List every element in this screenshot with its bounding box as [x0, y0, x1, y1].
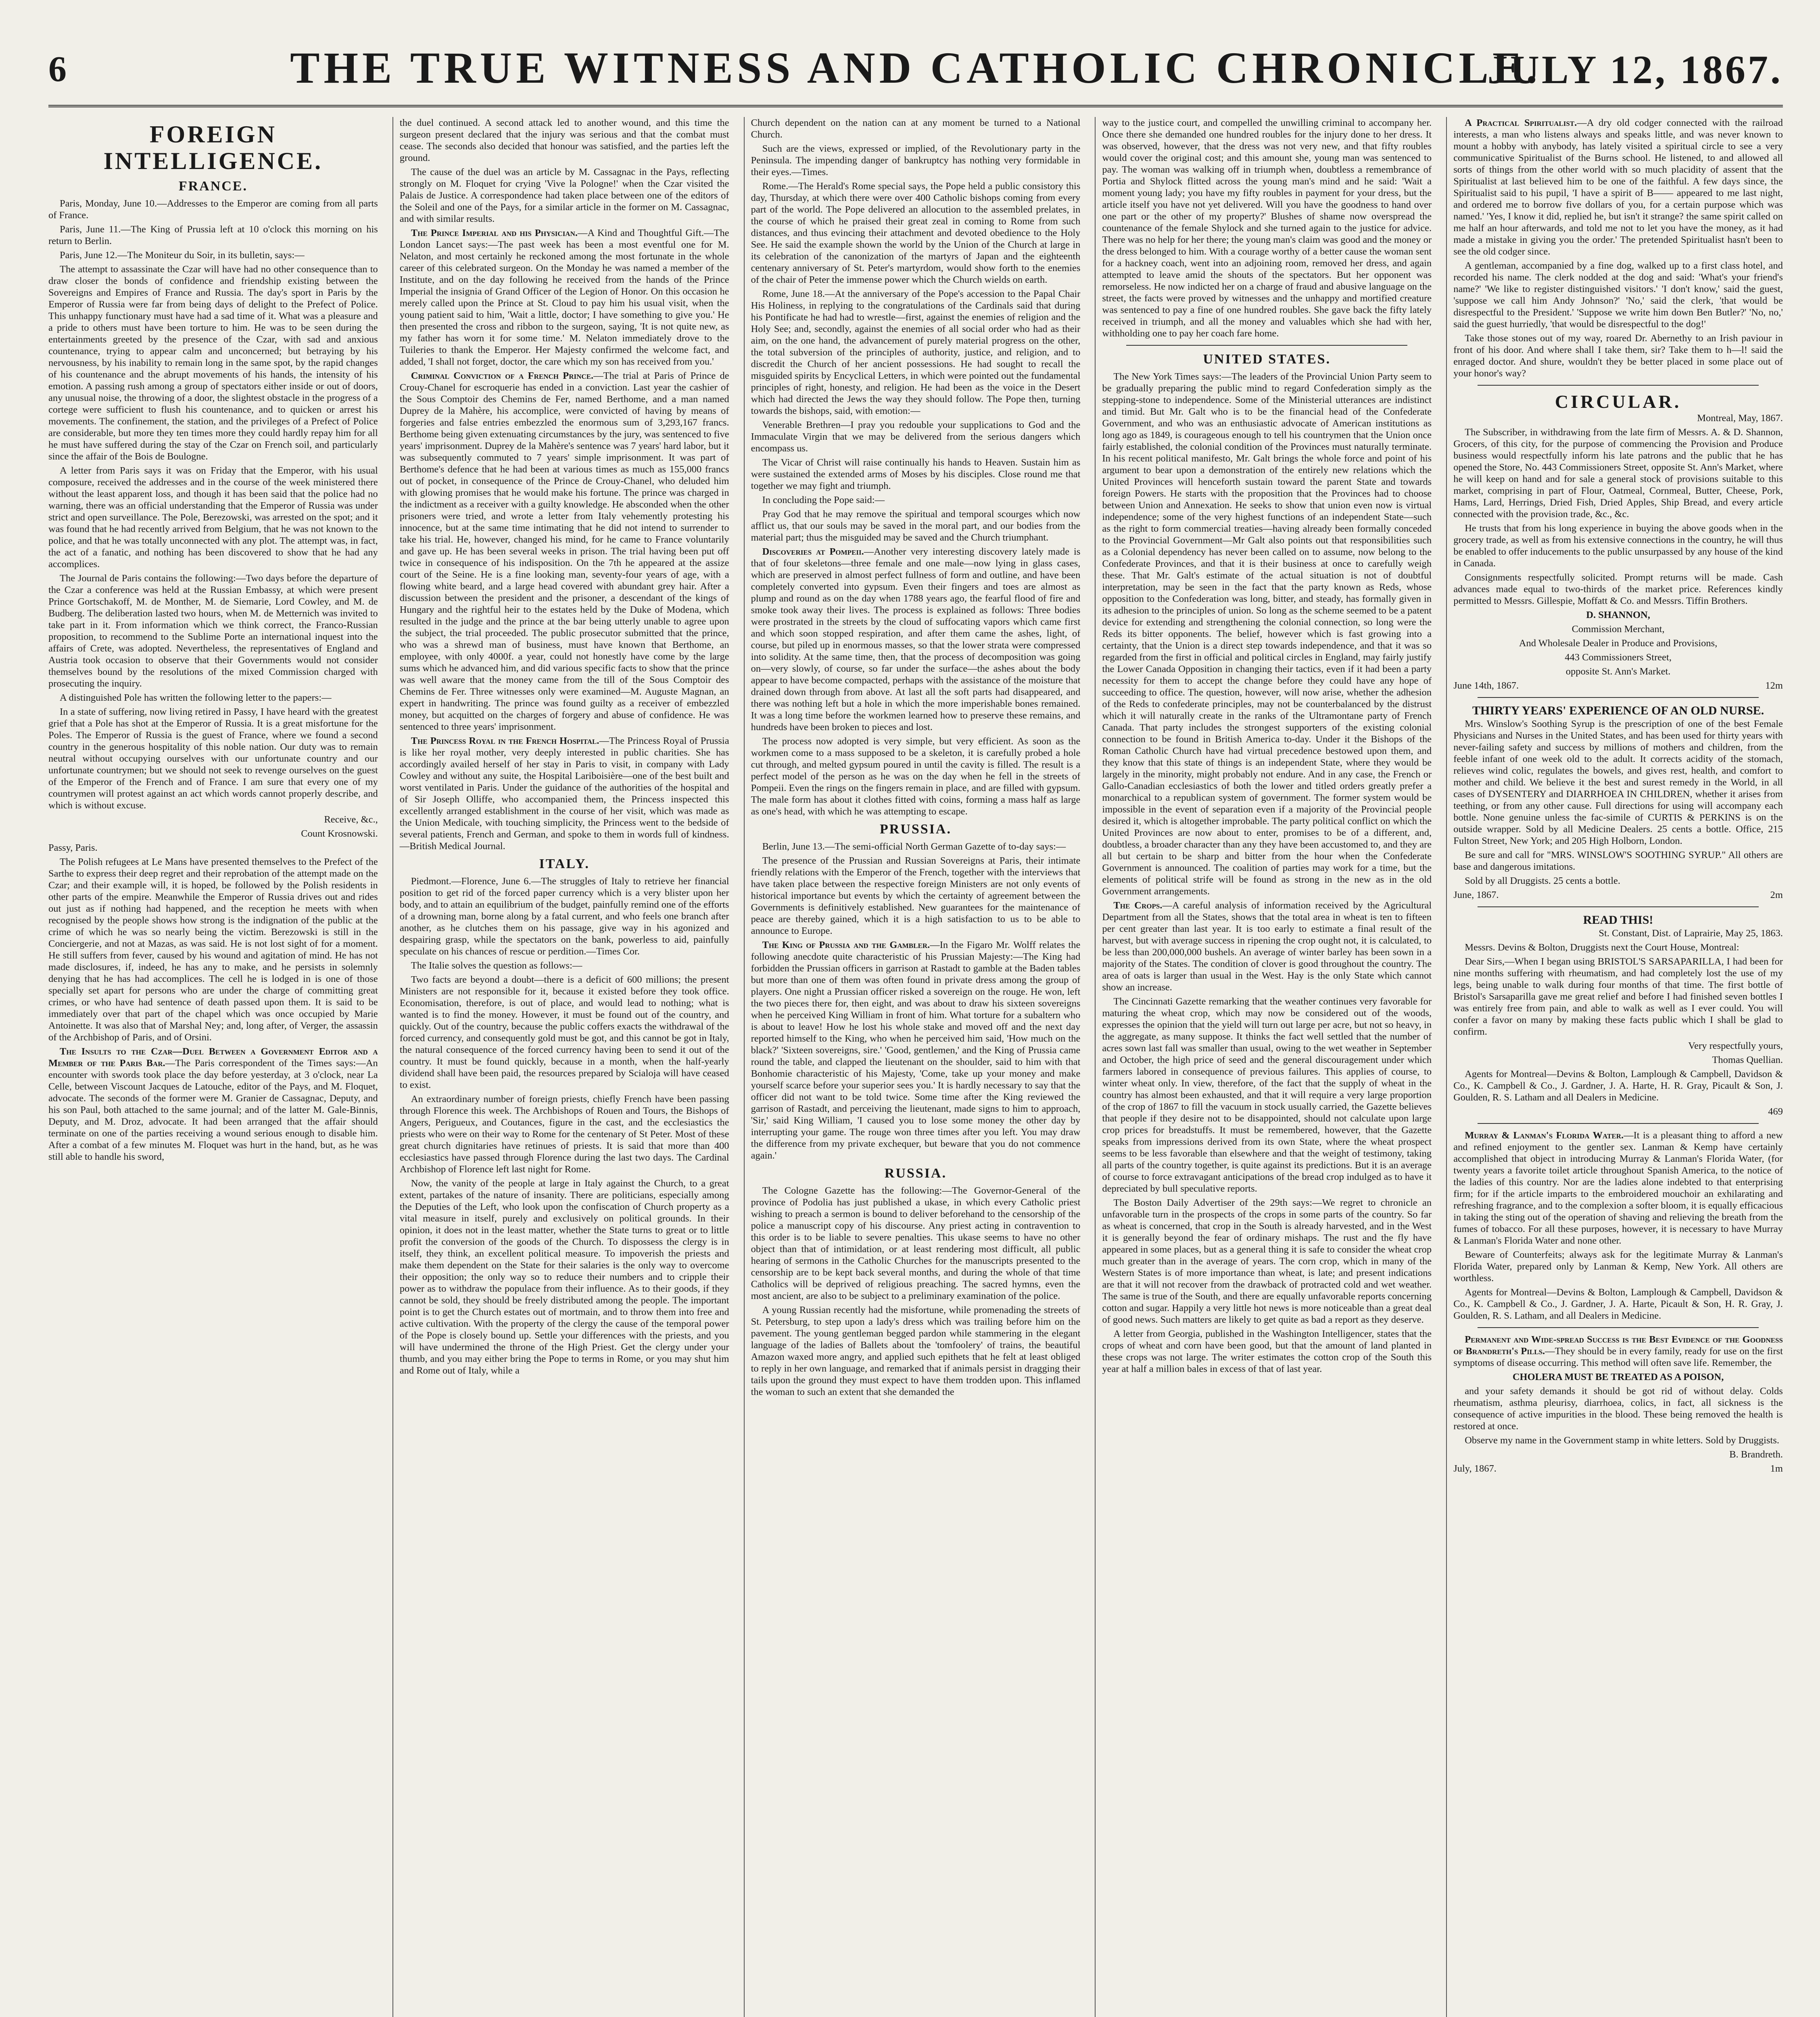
ad-signature: Very respectfully yours, — [1688, 1040, 1783, 1051]
paragraph — [1453, 117, 1783, 257]
advertisement-florida-water — [1453, 1130, 1783, 1322]
paragraph: Rome, June 18.—At the anniversary of the Pope's accession to the Papal Chair His Holiness, in replying to the congratulations of the Cardinals said that during his Pontificate he had had to wrestle—first, against the enemies of religion and the Holy See; and, secondly, against the enemies of all social order who had as their aim, on the one hand, the advancement of purely material progress on the other, the total subversion of the principles of authority, justice, and religion, and to discredit the Church of her ancient possessions. He had sought to recall the misguided spirits by Encyclical Letters, in which were pointed out the fundamental principles of right, honesty, and religion. He had been as the voice in the Desert which had directed the Jews the way they should follow. The Pope then, turning towards the bishops, said, with emotion:— — [751, 288, 1081, 416]
country-heading-russia: RUSSIA. — [884, 1166, 947, 1181]
paragraph: the duel continued. A second attack led to another wound, and this time the surgeon present declared that the injury was serious and that the combat must cease. The seconds also decided that honour was satisfied, and the parties left the ground. — [399, 117, 729, 163]
ad-date: June 14th, 1867. — [1453, 680, 1519, 691]
paragraph: The attempt to assassinate the Czar will have had no other consequence than to draw closer the bonds of confidence and friendship existing between the Sovereigns and Empires of France and Russia. The day's sport in Paris by the Emperor of Russia were far from being days of delight to the Prefect of Police. This unhappy functionary must have had a sad time of it. What was a pleasure and a pride to others must have been torture to him. He was to be seen during the entertainments greeted by the presence of the Czar, with sad and anxious countenance, trying to appear calm and unconcerned; but betraying by his nervousness, by his inability to remain long in the same spot, by the rapid changes of his countenance and the abrupt movements of his hands, the intensity of his emotion. A passing rush among a group of spectators either inside or out of doors, any unusual noise, the throwing of a door, the slightest obstacle in the progress of a cortege were sufficient to flush his countenance, and to quicken or arrest his movements. The confinement, the station, and the privileges of a Prefect of Police are considerable, but more they ten times more they could hardly repay him for all he must have suffered during the stay of the Czar on French soil, and particularly since the affair of the Bois de Boulogne. — [48, 264, 378, 462]
ad-text: Dear Sirs,—When I began using BRISTOL'S SARSAPARILLA, I had been for nine months suffering with rheumatism, and had completely lost the use of my legs, being unable to walk during four months of that time. The first bottle of Bristol's Sarsaparilla gave me great relief and before I had finished seven bottles I was entirely free from pain, and able to walk as well as I ever could. You will confer a favor on many by making these facts public which I shall be glad to confirm. — [1453, 956, 1783, 1037]
divider — [1126, 345, 1407, 346]
advertisement-circular — [1453, 391, 1783, 691]
paragraph: In a state of suffering, now living retired in Passy, I have heard with the greatest grief that a Pole has shot at the Emperor of Russia. It is a great misfortune for the Poles. The Emperor of Russia is the guest of France, where we found a second country in the generous hospitality of this noble nation. Our duty was to remain neutral without occupying ourselves with our unfortunate country and our unfortunate countrymen; but we should not seek to revenge ourselves on the guest of the Emperor of the French and of France. I am sure that every one of my countrymen will protest against an act which words cannot properly describe, and which is without excuse. — [48, 706, 378, 811]
ad-text — [1453, 1130, 1783, 1247]
ad-text: Consignments respectfully solicited. Prompt returns will be made. Cash advances made equal to two-thirds of the market price. References kindly permitted to Messrs. Gillespie, Moffatt & Co. and Messrs. Tiffin Brothers. — [1453, 572, 1783, 606]
divider — [1478, 1123, 1759, 1124]
ad-runin: Murray & Lanman's Florida Water. — [1465, 1130, 1624, 1141]
paragraph: Now, the vanity of the people at large in Italy against the Church, to a great extent, partakes of the nature of insanity. There are politicians, especially among the Deputies of the Left, who look upon the confiscation of Church property as a vital measure in itself, purely and exclusively on political grounds. In their opinion, it does not in the least matter, whether the State turns to great or to little profit the conversion of the goods of the Church. To dispossess the clergy is in itself, they think, an excellent political measure. To impoverish the priests and make them dependent on the State for their salaries is the only way to overcome their opposition; the only way so to reduce their numbers and to cripple their power as to withdraw the populace from their influence. As to their goods, if they cannot be sold, they should be freely distributed among the people. The important point is to get the Church estates out of mortmain, and to throw them into free and active cultivation. With the property of the clergy the cause of the temporal power of the Pope is closely bound up. Settle your differences with the priests, and you will have undermined the throne of the High Priest. Get the clergy under your thumb, and you may either bring the Pope to terms in Rome, or you may shut him and Rome out of Italy, while a — [399, 1178, 729, 1376]
country-heading-italy: ITALY. — [539, 856, 590, 871]
article-text: —Another very interesting discovery lately made is that of four skeletons—three female and one male—now lying in glass cases, which are preserved in almost perfect fullness of form and outline, and have been completely converted into gypsum. Even their fingers and toes are almost as plump and round as on the day when 1788 years ago, the fearful flood of fire and smoke took away their lives. The process is explained as follows: Three bodies were prostrated in the streets by the cloud of suffocating vapors which came first and which soon stopped respiration, and after them came the ashes, light, of course, but piled up in enormous masses, so that the lower strata were compressed into solidity. At the same time, then, that the process of decomposition was going on—very slowly, of course, so far under the surface—the ashes about the body appear to have become compacted, perhaps with the assistance of the moisture that drained down through from above. At last all the soft parts had disappeared, and there was nothing left but a hole in which the more imperishable bones remained. It was a long time before the workmen learned how to preserve these remains, and hundreds have been broken to pieces and lost. — [751, 546, 1081, 733]
column-4 — [1095, 117, 1432, 2017]
paragraph — [751, 546, 1081, 733]
paragraph: Such are the views, expressed or implied, of the Revolutionary party in the Peninsula. The impending danger of bankruptcy has nothing very formidable in their eyes.—Times. — [751, 143, 1081, 177]
paragraph: The Cincinnati Gazette remarking that the weather continues very favorable for maturing the wheat crop, which may now be considered out of the woods, expresses the opinion that the yield will turn out large per acre, but not so heavy, in the aggregate, as many suppose. It thinks the fact well settled that the number of acres sown last fall was smaller than usual, owing to the wet weather in September and October, the high price of seed and the general discouragement under which farmers labored in consequence of previous failures. This applies of course, to winter wheat only. In view, therefore, of the fact that the supply of wheat in the country has almost been exhausted, and that it will require a very large proportion of the crop of 1867 to fill the vacuum in stock usually carried, the Gazette believes that people if they desire not to be disappointed, should not calculate upon large crop prices for breadstuffs. It must be remembered, however, that the Gazette speaks from impressions derived from its own State, where the wheat prospect seems to be less favorable than elsewhere and that the weight of testimony, taking all parts of the country together, is quite against its predictions. But it is an average of course to force extravagant anticipations of the bread crop indulged as to have it depreciated by bull speculative reports. — [1102, 996, 1432, 1194]
paragraph: Venerable Brethren—I pray you redouble your supplications to God and the Immaculate Virgin that we may be delivered from the serious dangers which encompass us. — [751, 420, 1081, 454]
country-heading-prussia: PRUSSIA. — [880, 822, 952, 837]
ad-text: Be sure and call for "MRS. WINSLOW'S SOOTHING SYRUP." All others are base and dangerous imitations. — [1453, 850, 1783, 872]
ad-code: 2m — [1770, 889, 1783, 900]
ad-signature: Thomas Quellian. — [1712, 1054, 1783, 1065]
paragraph: Two facts are beyond a doubt—there is a deficit of 600 millions; the present Ministers are not responsible for it, because it existed before they took office. Economisation, therefore, is out of place, and would lead to nothing; what is wanted is to find the money. However, it must be found out of the country, and quickly. Out of the country, because the public coffers exacts the withdrawal of the forced currency, and consequently gold must be got, and this cannot be got in Italy, the natural consequence of the forced currency having been to send it out of the country. It must be found quickly, because in a month, when the half-yearly dividend shall have been paid, the resources prepared by Scialoja will have ceased to exist. — [399, 974, 729, 1090]
article-runin: Discoveries at Pompeii. — [762, 546, 864, 557]
divider — [1478, 906, 1759, 907]
ad-signature: 443 Commissioners Street, — [1565, 652, 1672, 663]
paragraph — [400, 227, 729, 367]
ad-runin: Permanent and Wide-spread Success is the Best Evidence of the Goodness of Brandreth's Pills. — [1453, 1334, 1783, 1357]
ad-caps-line: CHOLERA MUST BE TREATED AS A POISON, — [1512, 1372, 1724, 1382]
paragraph — [1102, 900, 1432, 993]
paragraph: Church dependent on the nation can at any moment be turned to a National Church. — [751, 117, 1081, 140]
paragraph — [400, 370, 729, 733]
paragraph: Paris, June 12.—The Moniteur du Soir, in its bulletin, says:— — [60, 250, 305, 261]
paragraph: The Italie solves the question as follows:— — [411, 960, 582, 971]
paragraph: Pray God that he may remove the spiritual and temporal scourges which now afflict us, that our souls may be saved in the moral part, and our bodies from the material part; thus the misguided may be saved and the Church triumphant. — [751, 509, 1081, 543]
paragraph: In concluding the Pope said:— — [762, 495, 885, 505]
divider — [1478, 697, 1759, 698]
ad-date: June, 1867. — [1453, 889, 1499, 900]
issue-date: JULY 12, 1867. — [1487, 47, 1783, 92]
paragraph: A letter from Georgia, published in the Washington Intelligencer, states that the crops of wheat and corn have been good, but that the amount of land planted in these crops was not large. The writer estimates the cotton crop of the South this year at half a million bales in excess of that of last year. — [1102, 1328, 1432, 1374]
article-runin: A Practical Spiritualist. — [1465, 117, 1577, 128]
letter-signature: Count Krosnowski. — [301, 828, 378, 839]
ad-signature: opposite St. Ann's Market. — [1565, 666, 1671, 677]
ad-heading: READ THIS! — [1583, 913, 1653, 927]
column-3 — [744, 117, 1081, 2017]
paragraph: way to the justice court, and compelled the unwilling criminal to accompany her. Once there she demanded one hundred roubles for the injury done to her dress. It was observed, however, that the dress was not very new, and that fifty roubles would cover the original cost; and this amount she, young man was sentenced to pay. The woman was walking off in triumph when, doubtless a remembrance of Portia and Shylock flitted across the young man's mind and he said: 'Wait a moment young lady; you have my fifty roubles in payment for your dress, but the article itself you have not yet delivered. Will you have the goodness to hand over one part or the other of my property?' Blushes of shame now overspread the countenance of the female Shylock and she turned again to the justice for advice. There was no help for her there; the young man's claim was good and the money or the dress belonged to him. With a courage worthy of a better cause the woman sent for a hackney coach, went into an adjoining room, removed her dress, and again attempted to leave amid the shouts of the spectators. But her opponent was remorseless. He now indicted her on a charge of fraud and abusive language on the street, the facts were proved by witnesses and the unhappy and mortified creature was sentenced to pay a fine of one hundred roubles. She gave back the fifty lately received in triumph, and all the money and valuables which she had with her, withholding one to pay her coach fare home. — [1102, 117, 1432, 339]
paragraph: The Cologne Gazette has the following:—The Governor-General of the province of Podolia has just published a ukase, in which every Catholic priest wishing to preach a sermon is bound to deliver beforehand to the censorship of the police a manuscript copy of his discourse. Any priest acting in contravention to this order is to be liable to severe penalties. This ukase seems to have no other object than that of intimidation, or at least rendering most difficult, all public hearing of sermons in the Catholic Churches for the manuscripts presented to the censorship are to be kept back several months, and during the whole of that time Catholics will be deprived of religious preaching. The sacred hymns, even the most ancient, are also to be subject to a preliminary examination of the police. — [751, 1185, 1081, 1301]
section-heading: FOREIGN INTELLIGENCE. — [103, 121, 323, 174]
ad-text: Beware of Counterfeits; always ask for the legitimate Murray & Lanman's Florida Water, prepared only by Lanman & Kemp, New York. All others are worthless. — [1453, 1249, 1783, 1284]
country-heading-united-states: UNITED STATES. — [1203, 352, 1331, 367]
paragraph: A distinguished Pole has written the following letter to the papers:— — [60, 692, 332, 703]
paragraph: A gentleman, accompanied by a fine dog, walked up to a first class hotel, and recorded his name. The clerk nodded at the dog and said: 'What's your friend's name?' 'We like to register distinguished visitors.' 'I don't know,' said the guest, 'suppose we call him Andy Johnson?' 'No,' said the clerk, 'that would be disrespectful to the President.' 'Suppose we write him down Ben Butler?' 'No, no,' said the guest hurriedly, 'that would be disrespectful to the dog!' — [1453, 260, 1783, 330]
ad-text: and your safety demands it should be got rid of without delay. Colds rheumatism, asthma pleurisy, diarrhoea, colics, in fact, all sickness is the consequence of active impurities in the blood. These being removed the health is restored at once. — [1453, 1386, 1783, 1432]
article-runin: The Prince Imperial and his Physician. — [411, 228, 578, 238]
paragraph: The process now adopted is very simple, but very efficient. As soon as the workmen come to a mass supposed to be a skeleton, it is carefully probed a hole cut through, and melted gypsum poured in until the cavity is filled. The result is a perfect model of the person as he was on the day when he fell in the streets of Pompeii. Even the rings on the fingers remain in place, and are filled with gypsum. The male form has about it clothes fitted with coins, forming a mass half as large as one's head, with which he was attempting to escape. — [751, 736, 1081, 817]
article-runin: The Crops. — [1113, 900, 1163, 911]
ad-dateline — [1453, 889, 1783, 901]
paragraph: The New York Times says:—The leaders of the Provincial Union Party seem to be gradually preparing the public mind to regard Confederation simply as the stepping-stone to independence. Some of the Ministerial utterances are indistinct and timid. But Mr. Galt who is to be the financial head of the Confederate Government, and who was an enthusiastic advocate of American institutions as long ago as 1849, is courageous enough to tell his countrymen that the Union once fairly established, the colonial condition of the Provinces must naturally terminate. In his recent political manifesto, Mr. Galt brings the whole force and point of his argument to bear upon a demonstration of the entirely new relations which the United Provinces will henceforth sustain toward the parent State and towards foreign Powers. He starts with the proposition that the Provinces had to choose between Union and Annexation. He seeks to show that union even now is virtual independence; some of the very highest functions of an independent State—such as the right to form commercial treaties—having already been formally conceded to the Provincial Government—Mr Galt also points out that responsibilities such as a Colonial dependency has never been called on to assume, now belong to the Confederate Provinces, and that it is their business at once to carefully weigh these. That Mr. Galt's estimate of the actual situation is not of doubtful interpretation, may be seen in the fact that the party known as Reds, whose opposition to the Confederation was long, bitter, and steady, has formally given in its adhesion to the principles of union. So long as the scheme seemed to be a patent device for extending and strengthening the colonial connection, so long were the Reds its bitter opponents. The belief, however which is fast growing into a certainty, that the Union is a direct step towards independence, and that it was so regarded from the first in official and political circles in England, may fairly justify the Lower Canada Opposition in changing their tactics, even if it had been a party necessity for them to accept the change before they could have any hope of succeeding to office. The question, however, will now arise, whether the adhesion of the Reds to confederate principles, may not be counterbalanced by the distrust which it will naturally create in the ranks of the Ultramontane party of French Canada. That party includes the strongest supporters of the existing colonial connection to be found in British America to-day. Under it the Bishops of the Roman Catholic Church have had virtual precedence bestowed upon them, and they know that this state of things is an independent State, where they would be largely in the minority, might probably not endure. And in any case, the French or Gallo-Canadian ecclesiastics of both the lower and titled orders greatly prefer a monarchical to a republican system of government. The former system would be impossible in the event of separation even if a majority of the Provincial people desired it, which is altogether improbable. The party political conflict on which the United Provinces are now about to enter, promises to be of a different, and, doubtless, a broader character than any they have been accustomed to, and they are all but certain to be sharp and bitter from the hour when the Confederate Government is announced. The coalition of parties may work for a time, but the elements of political strife will be found as strong in the new as in the old Government arrangements. — [1102, 371, 1432, 897]
paragraph: The cause of the duel was an article by M. Cassagnac in the Pays, reflecting strongly on M. Floquet for crying 'Vive la Pologne!' when the Czar visited the Palais de Justice. A correspondence had taken place between one of the editors of the Soleil and one of the Pays, for a similar article in the former on M. Cassagnac, and with similar results. — [399, 167, 729, 224]
ad-signature: Commission Merchant, — [1572, 624, 1665, 635]
ad-code: 1m — [1770, 1463, 1783, 1474]
article-text: —A Kind and Thoughtful Gift.—The London Lancet says:—The past week has been a most eventful one for M. Nelaton, and most certainly he reckoned among the most fortunate in the whole career of this celebrated surgeon. On the Monday he was named a member of the Institute, and on the day following he received from the hands of the Prince Imperial the insignia of Grand Officer of the Legion of Honor. On this occasion he merely called upon the Prince at St. Cloud to pay him his usual visit, when the young patient said to him, 'Wait a little, doctor; I have something to give you.' He then presented the cross and ribbon to the surgeon, saying, 'It is not quite new, as my father has worn it for some time.' M. Nelaton immediately drove to the Tuileries to thank the Emperor. Her Majesty confirmed the welcome fact, and added, 'I shall not forget, doctor, the care which my son has received from you.' — [399, 228, 729, 367]
ad-signature: B. Brandreth. — [1729, 1449, 1783, 1460]
paragraph: Take those stones out of my way, roared Dr. Abernethy to an Irish paviour in front of his door. And where shall I take them, sir? Take them to h—l! said the enraged doctor. And shure, wouldn't they be better placed in some place out of your honor's way? — [1453, 333, 1783, 379]
letter-place: Passy, Paris. — [48, 842, 98, 853]
article-text: —A dry old codger connected with the railroad interests, a man who listens always and speaks little, and was never known to mount a hobby with anybody, has lately visited a spiritual circle to see a very communicative Spiritualist of the Burns school. He listened, to and allowed all sorts of things from the other world with so much placidity of assent that the Spiritualist at last believed him to be one of the faithful. A few days since, the Spiritualist said to his pupil, 'I have a spirit of B—— appeared to me last night, and ordered me to borrow five dollars of you, for a certain purpose which was named.' 'Yes, I know it did, replied he, but isn't it strange? the same spirit called on me half an hour afterwards, and told me not to let you have the money, as it had made a mistake in giving you the order.' The pretended Spiritualist hasn't been to see the old codger since. — [1453, 117, 1783, 257]
ad-text — [1453, 1334, 1783, 1369]
divider — [1478, 1327, 1759, 1328]
paragraph: A letter from Paris says it was on Friday that the Emperor, with his usual composure, received the addresses and in the course of the week ministered there without the least apparent loss, and though it has been said that the police had no warning, there was an official understanding that the Emperor of Russia was under strict and open surveillance. The Pole, Berezowski, was arrested on the spot; and it was found that he had recently arrived from Belgium, that he was not known to the police, and that he was totally unconnected with any plot. The attempt was, in fact, the act of a fanatic, and nothing has been discovered to show that he had any accomplices. — [48, 465, 378, 570]
column-5 — [1446, 117, 1783, 2017]
ad-text: He trusts that from his long experience in buying the above goods when in the grocery trade, as well as from his extensive connections in the country, he will thus be enabled to offer inducements to the public unsurpassed by any house of the kind in Canada. — [1453, 523, 1783, 569]
ad-text: Observe my name in the Government stamp in white letters. Sold by Druggists. — [1465, 1435, 1779, 1446]
paragraph: Paris, Monday, June 10.—Addresses to the Emperor are coming from all parts of France. — [48, 198, 378, 221]
ad-text: Sold by all Druggists. 25 cents a bottle. — [1465, 875, 1621, 886]
ad-code: 12m — [1765, 680, 1783, 691]
ad-dateline: Montreal, May, 1867. — [1697, 413, 1783, 424]
ad-text: Mrs. Winslow's Soothing Syrup is the prescription of one of the best Female Physicians and Nurses in the United States, and has been used for thirty years with never-failing safety and success by millions of mothers and children, from the feeble infant of one week old to the adult. It corrects acidity of the stomach, relieves wind colic, regulates the bowels, and gives rest, health, and comfort to mother and child. We believe it the best and surest remedy in the World, in all cases of DYSENTERY and DIARRHOEA IN CHILDREN, whether it arises from teething, or from any other cause. Full directions for using will accompany each bottle. None genuine unless the fac-simile of CURTIS & PERKINS is on the outside wrapper. Sold by all Medicine Dealers. 25 cents a bottle. Office, 215 Fulton Street, New York; and 205 High Holborn, London. — [1453, 718, 1783, 846]
columns — [48, 117, 1783, 2017]
ad-dateline: St. Constant, Dist. of Laprairie, May 25, 1863. — [1599, 928, 1783, 939]
ad-text-body: —They should be in every family, ready for use on the first symptoms of disease occurring. This method will often save life. Remember, the — [1453, 1346, 1783, 1368]
paragraph: Berlin, June 13.—The semi-official North German Gazette of to-day says:— — [762, 841, 1066, 852]
article-text: —The Princess Royal of Prussia is like her royal mother, very deeply interested in public charities. She has accordingly availed herself of her stay in Paris to visit, in company with Lady Cowley and without any suite, the Hospital Lariboisière—one of the best built and worst ventilated in Paris. Under the guidance of the authorities of the hospital and of Sir Joseph Olliffe, who accompanied them, the Princess inspected this excellently arranged establishment in the course of her visit, which was made as the Union Medicale, with touching simplicity, the Princess went to the bedside of several patients, French and German, and spoke to them in words full of kindness.—British Medical Journal. — [399, 735, 729, 852]
paragraph: An extraordinary number of foreign priests, chiefly French have been passing through Florence this week. The Archbishops of Rouen and Tours, the Bishops of Angers, Perigueux, and Coutances, figure in the cast, and the ecclesiastics the priests who were on their way to Rome for the centenary of St Peter. Most of these great church dignitaries have retinues of priests. It is said that more than 400 ecclesiastics have passed through Florence during the last two days. The Cardinal Archbishop of Florence left last night for Rome. — [399, 1094, 729, 1175]
ad-text: Agents for Montreal—Devins & Bolton, Lamplough & Campbell, Davidson & Co., K. Campbell & Co., J. Gardner, J. A. Harte, Picault & Son, H. R. Gray, J. Goulden, R. S. Latham, and all Dealers in Medicine. — [1453, 1287, 1783, 1321]
paragraph — [751, 939, 1081, 1161]
article-runin: The King of Prussia and the Gambler. — [762, 940, 930, 950]
paragraph: The Boston Daily Advertiser of the 29th says:—We regret to chronicle an unfavorable turn in the prospects of the crops in some parts of the country. So far as wheat is concerned, that crop in the South is already harvested, and in the West it is generally beyond the fear of ordinary mishaps. The rust and the fly have appeared in some places, but as a general thing it is safe to consider the wheat crop much greater than in the average of years. The corn crop, which in many of the Western States is of more importance than wheat, is late; and present indications are that it will not recover from the drawback of protracted cold and wet weather. The same is true of the South, and there are equally unfavorable reports concerning cotton and sugar. Happily a very little hot news is more noticeable than a great deal of good news. Such matters are likely to get quite as bad a report as they deserve. — [1102, 1197, 1432, 1325]
ad-code: 469 — [1768, 1106, 1783, 1117]
column-1 — [48, 117, 378, 2017]
paragraph: The Journal de Paris contains the following:—Two days before the departure of the Czar a conference was held at the Russian Embassy, at which were present Prince Gortschakoff, M. de Monther, M. de Siemarie, Lord Cowley, and M. de Budberg. The deliberation lasted two hours, when M. de Metternich was invited to take part in it. From information which we think correct, the Franco-Russian proposition, to recommend to the Sublime Porte an international inquest into the affairs of Crete, was adopted. Nevertheless, the representatives of England and Austria took occasion to observe that their Governments would not consider themselves bound by the resolutions of the mixed Commission charged with prosecuting the inquiry. — [48, 573, 378, 689]
masthead — [48, 24, 1783, 107]
ad-dateline — [1453, 1463, 1783, 1474]
advertisement-read-this — [1453, 913, 1783, 1117]
paragraph: Rome.—The Herald's Rome special says, the Pope held a public consistory this day, Thursday, at which there were over 400 Catholic bishops coming from every part of the world. The Pope delivered an allocution to the assembled prelates, in the course of which he praised their great zeal in coming to Rome from such distances, and thus evincing their attachment and devoted obedience to the Holy See. He said the example shown the world by the Union of the Church at large in its celebration of the canonization of the martyrs of Japan and the eighteenth centenary anniversary of St. Peter's martyrdom, would show forth to the enemies of the chair of Peter the immense power which the Church wields on earth. — [751, 181, 1081, 285]
paragraph — [400, 735, 729, 852]
ad-text: The Subscriber, in withdrawing from the late firm of Messrs. A. & D. Shannon, Grocers, of this city, for the purpose of commencing the Provision and Produce business would respectfully inform his late patrons and the public that he has opened the Store, No. 443 Commissioners Street, opposite St. Ann's Market, where he will keep on hand and for sale a general stock of provisions suitable to this market, comprising in part of Flour, Oatmeal, Cornmeal, Butter, Cheese, Pork, Hams, Lard, Herrings, Dried Fish, Dried Apples, Ship Bread, and every article connected with the provision trade, &c., &c. — [1453, 427, 1783, 520]
ad-text: Messrs. Devins & Bolton, Druggists next the Court House, Montreal: — [1465, 942, 1739, 953]
article-text: —The trial at Paris of Prince de Crouy-Chanel for escroquerie has ended in a conviction. Last year the cashier of the Sous Comptoir des Chemins de Fer, named Berthome, and a man named Duprey de la Mahère, his accomplice, were convicted of having by means of forgeries and false entries embezzled the enormous sum of 3,293,167 francs. Berthome being given extenuating circumstances by the jury, was sentenced to five years' imprisonment. Duprey de la Mahère's sentence was 7 years' hard labor, but it was subsequently commuted to 7 years' simple imprisonment. It was part of Berthome's defence that he had been at various times as much as 155,000 francs out of pocket, in consequence of the Prince de Crouy-Chanel, who deluded him with glowing promises that he would make his fortune. The prince was charged in the indictment as a receiver with a guilty knowledge. He absconded when the other prisoners were tried, and wrote a letter from Italy vehemently protesting his innocence, but at the same time intimating that he did not intend to surrender to take his trial. He, however, changed his mind, for he came to France voluntarily and gave up. He has been several weeks in prison. The trial having been put off twice in consequence of his indisposition. On the 7th he appeared at the assize court of the Seine. He is a fine looking man, seventy-four years of age, with a flowing white beard, and a large head covered with abundant grey hair. After a discussion between the president and the prisoner, a descendant of the kings of Hungary and the rightful heir to the estates held by the Duke of Modena, which resulted in the judge and the prince at the bar being utterly unable to agree upon the subject, the trial proceeded. The public prosecutor submitted that the prince, who was a shrewd man of business, must have known that Berthome, an employee, with only 4000f. a year, could not honestly have come by the large sums which he advanced him, and did various specific facts to show that the prince was well aware that the money came from the till of the Sous Comptoir des Chemins de Fer. Three witnesses only were examined—M. Auguste Magnan, an expert in handwriting. The prince was found guilty as a receiver of embezzled money, but acquitted on the charges of forgery and abuse of confidence. He was sentenced to three years' imprisonment. — [399, 370, 729, 732]
article-runin: The Insults to the Czar—Duel Between a Government Editor and a Member of the Paris Bar. — [48, 1046, 378, 1069]
paragraph: The Polish refugees at Le Mans have presented themselves to the Prefect of the Sarthe to express their deep regret and their reprobation of the attempt made on the Czar; and their example will, it is hoped, be followed by the Polish residents in other parts of the empire. Meanwhile the Emperor of Russia drives out and rides out just as if nothing had happened, and the reception he meets with when recognised by the people shows how strong is the indignation of the public at the crime of which he was so nearly being the victim. Berezowski is still in the Conciergerie, and not at Mazas, as was said. He is not lost sight of for a moment. He still suffers from fever, caused by his wound and agitation of mind. He has not made disclosures, if, indeed, he has any to make, and he persists in solemnly denying that he has had accomplices. The cell he is lodged in is one of those specially set apart for persons who are under the charge of committing great crimes, or who have had sentence of death passed upon them. It is said to be immediately over that part of the chapel which was once occupied by Marie Antoinette. It was also that of Marshal Ney; and, long after, of Verger, the assassin of the Archbishop of Paris, and of Orsini. — [48, 856, 378, 1043]
paragraph: The presence of the Prussian and Russian Sovereigns at Paris, their intimate friendly relations with the Emperor of the French, together with the interviews that have taken place between the respective foreign Ministers are not only events of historical importance but events by which the certainty of agreement between the Governments is definitively established. New guarantees for the maintenance of peace are thereby gained, which it is a high satisfaction to us to be able to announce to Europe. — [751, 855, 1081, 936]
letter-closing: Receive, &c., — [324, 814, 378, 825]
ad-signature: D. SHANNON, — [1586, 610, 1650, 620]
ad-heading: CIRCULAR. — [1555, 391, 1682, 412]
ad-date: July, 1867. — [1453, 1463, 1496, 1474]
divider — [1478, 385, 1759, 386]
ad-dateline — [1453, 680, 1783, 691]
country-heading-france: FRANCE. — [178, 179, 248, 194]
ad-text-body: —It is a pleasant thing to afford a new and refined enjoyment to the gentler sex. Lanman & Kemp have certainly accomplished that object in introducing Murray & Lanman's Florida Water, (for twenty years a favorite toilet article throughout Spanish America, to the notice of the ladies of this country. Nor are the ladies alone indebted to that enterprising firm; for if the article imparts to the embroidered mouchoir an exhilarating and refreshing fragrance, and to the complexion a softer bloom, it is equally efficacious in taking the sting out of the operation of shaving and relieving the breath from the fumes of tobacco. For all these purposes, however, it is necessary to have Murray & Lanman's Florida Water and none other. — [1453, 1130, 1783, 1246]
paragraph: Piedmont.—Florence, June 6.—The struggles of Italy to retrieve her financial position to get rid of the forced paper currency which is a very blister upon her body, and to attain an equilibrium of the budget, painfully remind one of the efforts of a drowning man, borne along by a fatal current, and who feels one branch after another, as he clutches them on his passage, give way in his agonized and despairing grasp, while the spectators on the bank, powerless to aid, painfully speculate on his chances of rescue or perdition.—Times Cor. — [399, 876, 729, 957]
article-text: —A careful analysis of information received by the Agricultural Department from all the States, shows that the total area in wheat is ten to fifteen per cent greater than last year. It is too early to estimate a final result of the harvest, but with average success in ripening the crop ought not, it is calculated, to be less than 200,000,000 bushels. An average of winter barley has been sown in a majority of the States. The condition of clover is good throughout the country. The area of oats is larger than usual in the West. Hay is the only State which cannot show an increase. — [1102, 900, 1432, 993]
paragraph: The Vicar of Christ will raise continually his hands to Heaven. Sustain him as were sustained the extended arms of Moses by his disciples. Close round me that together we may fight and triumph. — [751, 457, 1081, 491]
article-runin: The Princess Royal in the French Hospital. — [411, 735, 599, 746]
page-number: 6 — [48, 49, 67, 89]
advertisement-soothing-syrup — [1453, 704, 1783, 901]
newspaper-title: THE TRUE WITNESS AND CATHOLIC CHRONICLE. — [290, 43, 1541, 92]
ad-heading: THIRTY YEARS' EXPERIENCE OF AN OLD NURSE. — [1472, 704, 1764, 717]
paragraph: A young Russian recently had the misfortune, while promenading the streets of St. Petersburg, to step upon a lady's dress which was trailing before him on the pavement. The young gentleman begged pardon while stammering in the elegant language of the ladies of Ballets about the 'tomfoolery' of trains, the beautiful Amazon waxed more angry, and applied such epithets that he felt at least obliged to reply in her own language, and remarked that if animals persist in dragging their tails upon the ground they must expect to have them trodden upon. This inflamed the woman to such an extent that she demanded the — [751, 1305, 1081, 1397]
article-text: —In the Figaro Mr. Wolff relates the following anecdote quite characteristic of his Prussian Majesty:—The King had forbidden the Prussian officers in garrison at Rastadt to gamble at the Baden tables but more than one of them was often found in private dress among the group of players. One night a Prussian officer risked a sovereign on the rouge. He won, left the two pieces there for, then eight, and was about to draw his sixteen sovereigns when he perceived King William in front of him. What torture for a subaltern who is about to leave! How he lost his whole stake and moved off and the next day reported himself to the King, who when he perceived him said, 'How much on the black?' 'Sixteen sovereigns, sire.' 'Good, gentlemen,' and the King of Prussia came round the table, and clapped the lieutenant on the shoulder, said to him with that Bonhomie characteristic of his Majesty, 'Come, take up your money and make yourself scarce before your superior sees you.' It is hardly necessary to say that the officer did not want to be told twice. Some time after the King reviewed the garrison of Rastadt, and perceiving the lieutenant, made signs to him to approach, 'Sir,' said King William, 'I caused you to lose some money the other day by interrupting your game. The rouge won three times after you left. You may draw the difference from my private exchequer, but beware that you do not commence again.' — [751, 940, 1081, 1161]
paragraph — [48, 1046, 378, 1163]
article-runin: Criminal Conviction of a French Prince. — [411, 370, 594, 381]
column-2 — [392, 117, 729, 2017]
advertisement-brandreth-pills — [1453, 1334, 1783, 1474]
paragraph: Paris, June 11.—The King of Prussia left at 10 o'clock this morning on his return to Berlin. — [48, 224, 378, 246]
article-text: —The Paris correspondent of the Times says:—An encounter with swords took place the day before yesterday, at 3 o'clock, near La Celle, between Viscount Jacques de Latouche, editor of the Pays, and M. Floquet, advocate. The seconds of the former were M. Granier de Cassagnac, Deputy, and his son Paul, both attached to the same journal; and of the latter M. Gale-Binnis, Deputy, and M. Droz, advocate. It had been arranged that the affair should terminate on one of the parties receiving a wound serious enough to disable him. After a combat of a few minutes M. Floquet was hurt in the hand, but, as he was still able to handle his sword, — [48, 1058, 378, 1162]
ad-signature: And Wholesale Dealer in Produce and Provisions, — [1519, 638, 1718, 649]
ad-text: Agents for Montreal—Devins & Bolton, Lamplough & Campbell, Davidson & Co., K. Campbell & Co., J. Gardner, J. A. Harte, H. R. Gray, Picault & Son, J. Goulden, R. S. Latham and all Dealers in Medicine. — [1453, 1069, 1783, 1103]
